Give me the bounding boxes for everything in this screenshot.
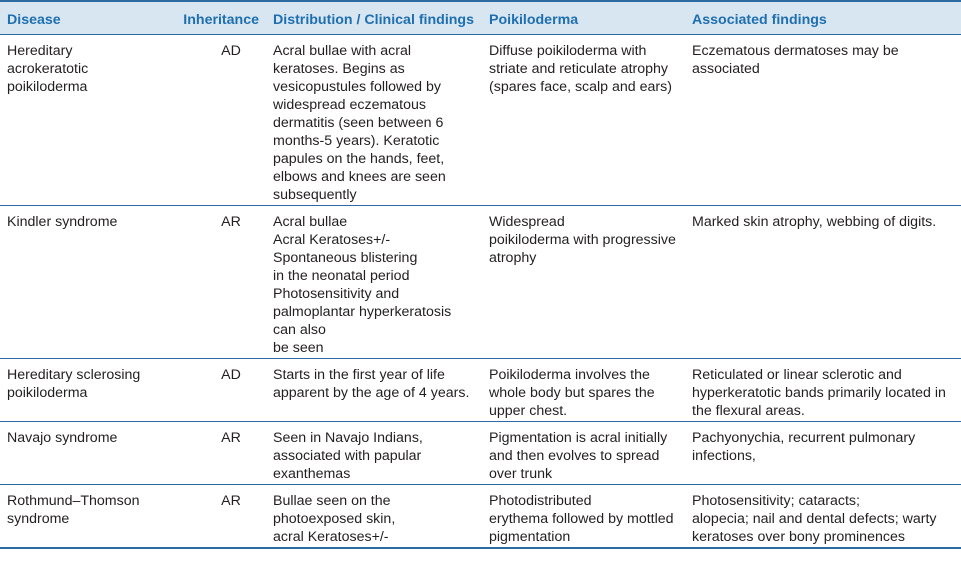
cell-distribution: Seen in Navajo Indians, associated with papular exanthemas bbox=[266, 421, 482, 484]
cell-disease: Kindler syndrome bbox=[0, 205, 166, 358]
table-row bbox=[0, 205, 961, 358]
cell-inheritance: AD bbox=[166, 358, 266, 421]
cell-disease: Rothmund–Thomson syndrome bbox=[0, 484, 166, 548]
table-row bbox=[0, 34, 961, 205]
cell-poikiloderma: Diffuse poikiloderma with striate and reticulate atrophy (spares face, scalp and ears) bbox=[482, 34, 685, 205]
cell-associated: Reticulated or linear sclerotic and hyperkeratotic bands primarily located in the flexural areas. bbox=[685, 358, 961, 421]
cell-associated: Marked skin atrophy, webbing of digits. bbox=[685, 205, 961, 358]
cell-inheritance: AR bbox=[166, 421, 266, 484]
table-row bbox=[0, 421, 961, 484]
header-poikiloderma: Poikiloderma bbox=[482, 1, 685, 34]
table-row bbox=[0, 358, 961, 421]
cell-disease: Navajo syndrome bbox=[0, 421, 166, 484]
header-disease: Disease bbox=[0, 1, 166, 34]
cell-inheritance: AD bbox=[166, 34, 266, 205]
table-row bbox=[0, 484, 961, 548]
cell-associated: Photosensitivity; cataracts; alopecia; nail and dental defects; warty keratoses over bony prominences bbox=[685, 484, 961, 548]
cell-poikiloderma: Photodistributed erythema followed by mottled pigmentation bbox=[482, 484, 685, 548]
cell-disease: Hereditary sclerosing poikiloderma bbox=[0, 358, 166, 421]
header-inheritance: Inheritance bbox=[166, 1, 266, 34]
cell-associated: Eczematous dermatoses may be associated bbox=[685, 34, 961, 205]
cell-inheritance: AR bbox=[166, 205, 266, 358]
cell-associated: Pachyonychia, recurrent pulmonary infections, bbox=[685, 421, 961, 484]
header-distribution: Distribution / Clinical findings bbox=[266, 1, 482, 34]
cell-distribution: Acral bullae Acral Keratoses+/- Spontaneous blistering in the neonatal period Photosensitivity and palmoplantar hyperkeratosis can also be seen bbox=[266, 205, 482, 358]
cell-poikiloderma: Pigmentation is acral initially and then evolves to spread over trunk bbox=[482, 421, 685, 484]
header-associated-findings: Associated findings bbox=[685, 1, 961, 34]
cell-poikiloderma: Widespread poikiloderma with progressive atrophy bbox=[482, 205, 685, 358]
cell-distribution: Acral bullae with acral keratoses. Begins as vesicopustules followed by widespread eczematous dermatitis (seen between 6 months-5 years). Keratotic papules on the hands, feet, elbows and knees are seen subsequently bbox=[266, 34, 482, 205]
cell-inheritance: AR bbox=[166, 484, 266, 548]
cell-distribution: Starts in the first year of life apparent by the age of 4 years. bbox=[266, 358, 482, 421]
table-header-row bbox=[0, 1, 961, 34]
cell-poikiloderma: Poikiloderma involves the whole body but spares the upper chest. bbox=[482, 358, 685, 421]
cell-disease: Hereditary acrokeratotic poikiloderma bbox=[0, 34, 166, 205]
cell-distribution: Bullae seen on the photoexposed skin, acral Keratoses+/- bbox=[266, 484, 482, 548]
